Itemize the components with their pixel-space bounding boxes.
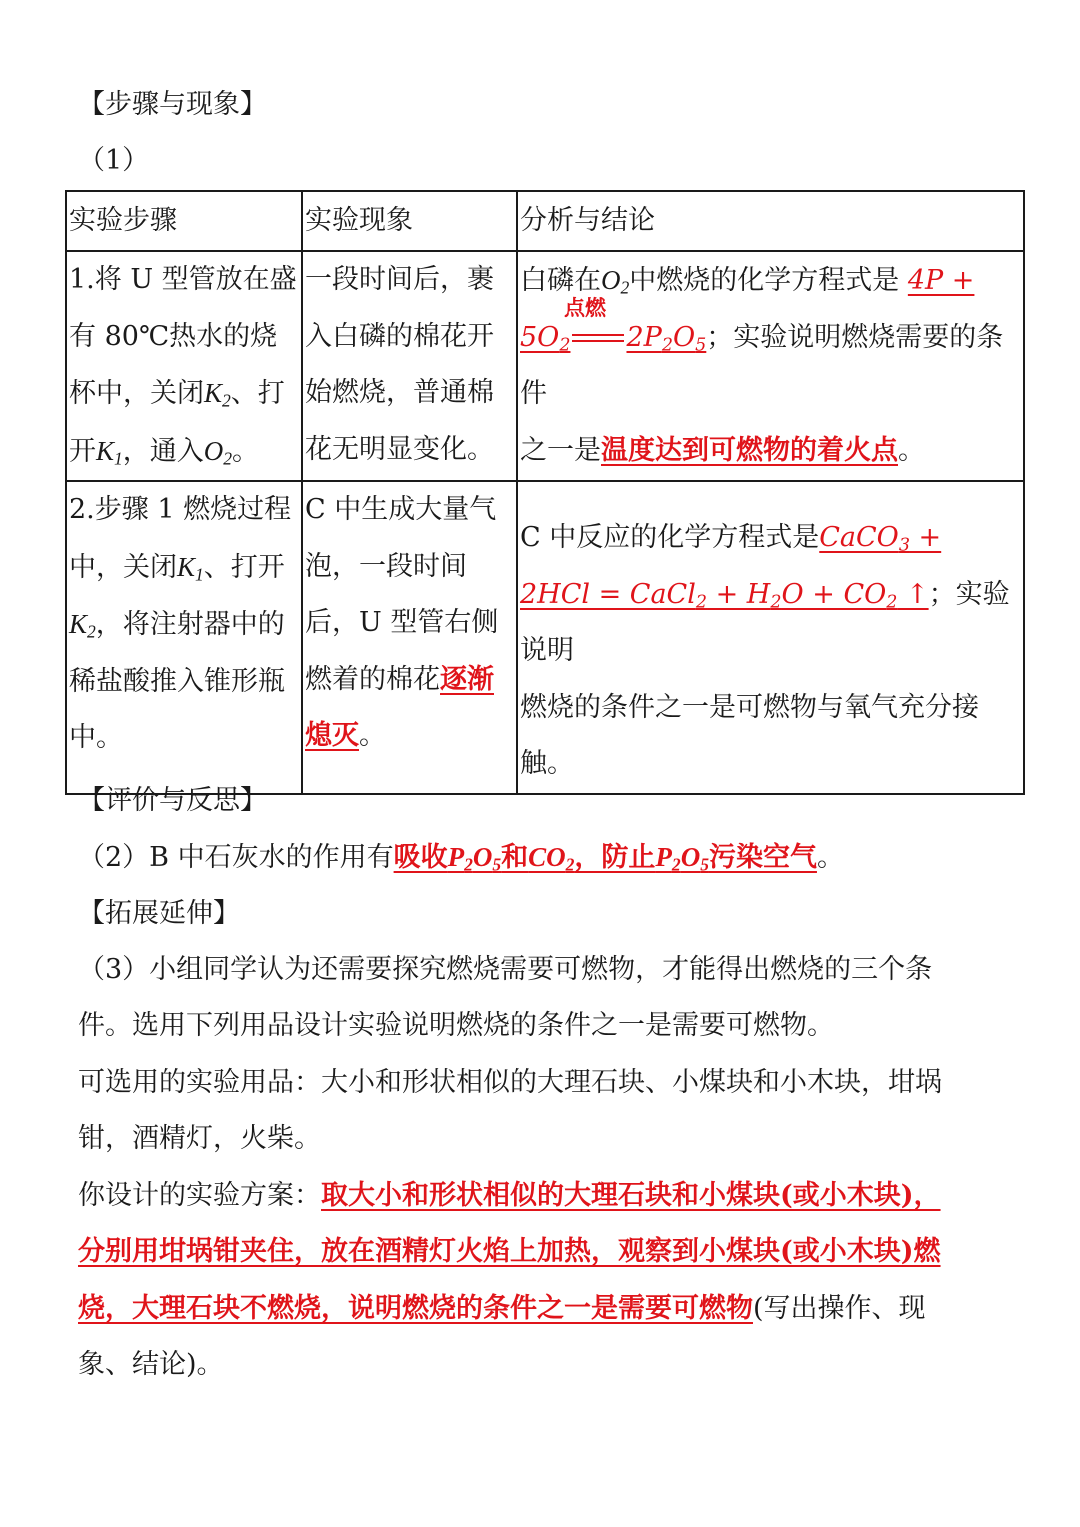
row2-step-text: ，将注射器中的 [95, 609, 285, 640]
symbol-k1: $K_1$ [96, 435, 123, 468]
row1-analysis-text: 中燃烧的化学方程式是 [629, 265, 900, 296]
design-line [78, 1168, 941, 1224]
symbol-k1: $K_1$ [177, 551, 204, 584]
symbol-k2: $K_2$ [69, 609, 96, 642]
row2-phenomenon-cell [302, 481, 517, 794]
design-label: 你设计的实验方案： [78, 1180, 321, 1211]
row1-analysis-cell [517, 251, 1024, 481]
equation-answer-part: + H [707, 578, 771, 610]
design-line [78, 1224, 941, 1280]
table-header-row [66, 191, 1024, 251]
row2-step-text: 中。 [69, 722, 123, 753]
design-note-line: 象、结论)。 [78, 1349, 224, 1380]
question-3-line: 件。选用下列用品设计实验说明燃烧的条件之一是需要可燃物。 [78, 1010, 834, 1041]
row2-analysis-text: 燃烧的条件之一是可燃物与氧气充分接触。 [520, 691, 979, 779]
row1-step-cell [66, 251, 302, 481]
question-2-text: 。 [816, 842, 844, 873]
table-row [66, 251, 1024, 481]
row2-step-cell [66, 481, 302, 794]
design-line [78, 1281, 926, 1337]
answer-design: 分别用坩埚钳夹住，放在酒精灯火焰上加热，观察到小煤块(或小木块)燃 [78, 1236, 941, 1267]
row1-analysis-text: 白磷在 [520, 265, 601, 296]
equation-answer-part: CaCO [819, 522, 899, 553]
equation-answer-part: O + CO [781, 578, 887, 610]
answer-design: 烧，大理石块不燃烧，说明燃烧的条件之一是需要可燃物 [78, 1293, 753, 1324]
row1-step-text: 、打 [230, 378, 285, 409]
experiment-table [65, 190, 1025, 795]
section-heading-extension: 【拓展延伸】 [78, 898, 240, 929]
row2-analysis-text: ；实验说明 [520, 578, 1010, 666]
row2-analysis-text: C 中反应的化学方程式是 [520, 522, 820, 553]
answer-q2: 吸收$P_2O_5$和$CO_2$，防止$P_2O_5$污染空气 [393, 842, 817, 875]
row1-step-text: 杯中，关闭 [69, 378, 204, 409]
equation-answer-part: 2HCl = CaCl [520, 578, 696, 610]
header-steps: 实验步骤 [66, 191, 302, 251]
header-phenomenon: 实验现象 [302, 191, 517, 251]
phosphorus-equation: 点燃 $5O_2$ $2P_2O_5$ [520, 310, 706, 367]
question-2-text: （2）B 中石灰水的作用有 [78, 842, 394, 873]
row1-step-text: 有 80℃热水的烧 [69, 320, 278, 352]
answer-design: 取大小和形状相似的大理石块和小煤块(或小木块)， [321, 1180, 941, 1211]
row1-step-text: 1.将 U 型管放在盛 [69, 264, 297, 295]
symbol-k2: $K_2$ [204, 378, 231, 411]
equation-answer-part: 4P + [907, 265, 975, 296]
question-2 [78, 829, 844, 886]
row1-analysis-text: ；实验说明燃烧需要的条件 [520, 321, 1004, 409]
table-row [66, 481, 1024, 794]
section-heading-evaluation: 【评价与反思】 [78, 785, 267, 816]
equation-answer-part: 5O [520, 321, 560, 353]
materials-line: 钳，酒精灯，火柴。 [78, 1123, 321, 1154]
row2-phenomenon-text: C 中生成大量气泡，一段时间后，U 型管右侧燃着的棉花 [305, 494, 499, 695]
row1-step-text: 。 [232, 435, 260, 467]
symbol-o2: $O_2$ [601, 265, 630, 298]
row2-step-text: 稀盐酸推入锥形瓶 [69, 665, 285, 697]
row2-analysis-cell: C 中反应的化学方程式是CaCO$_3$ + 2HCl = CaCl$_2$ + $H_2O + CO_2$ ↑；实验说明 燃烧的条件之一是可燃物与氧气充分接触。 [517, 481, 1024, 794]
row1-phenomenon-cell: 一段时间后，裹入白磷的棉花开始燃烧，普通棉花无明显变化。 [302, 251, 517, 481]
question-3-line: （3）小组同学认为还需要探究燃烧需要可燃物，才能得出燃烧的三个条 [78, 954, 933, 985]
header-analysis: 分析与结论 [517, 191, 1024, 251]
design-note: (写出操作、现 [753, 1293, 926, 1324]
answer-gradually-extinguished: 逐渐熄灭 [305, 663, 494, 751]
question-1-label: （1） [78, 145, 150, 176]
materials-line: 可选用的实验用品：大小和形状相似的大理石块、小煤块和小木块，坩埚 [78, 1067, 942, 1098]
row2-phenomenon-text: 。 [359, 720, 386, 751]
symbol-o2: $O_2$ [203, 435, 233, 468]
row2-step-text: 中，关闭 [69, 551, 177, 583]
row1-analysis-text: 。 [898, 434, 925, 466]
row2-step-text: 2.步骤 1 燃烧过程 [69, 494, 292, 525]
row1-analysis-text: 之一是 [520, 434, 601, 466]
hcl-equation: 2HCl = CaCl$_2$ + $H_2O + CO_2$ ↑ [520, 578, 929, 612]
row2-step-text: 、打开 [203, 551, 285, 583]
equation-answer-part: 2P [626, 321, 662, 353]
section-heading-steps: 【步骤与现象】 [78, 89, 267, 120]
row1-step-text: ，通入 [122, 435, 204, 467]
reaction-condition: 点燃 [564, 294, 606, 320]
answer-ignition-point: 温度达到可燃物的着火点 [601, 434, 898, 466]
row1-step-text: 开 [69, 435, 96, 467]
